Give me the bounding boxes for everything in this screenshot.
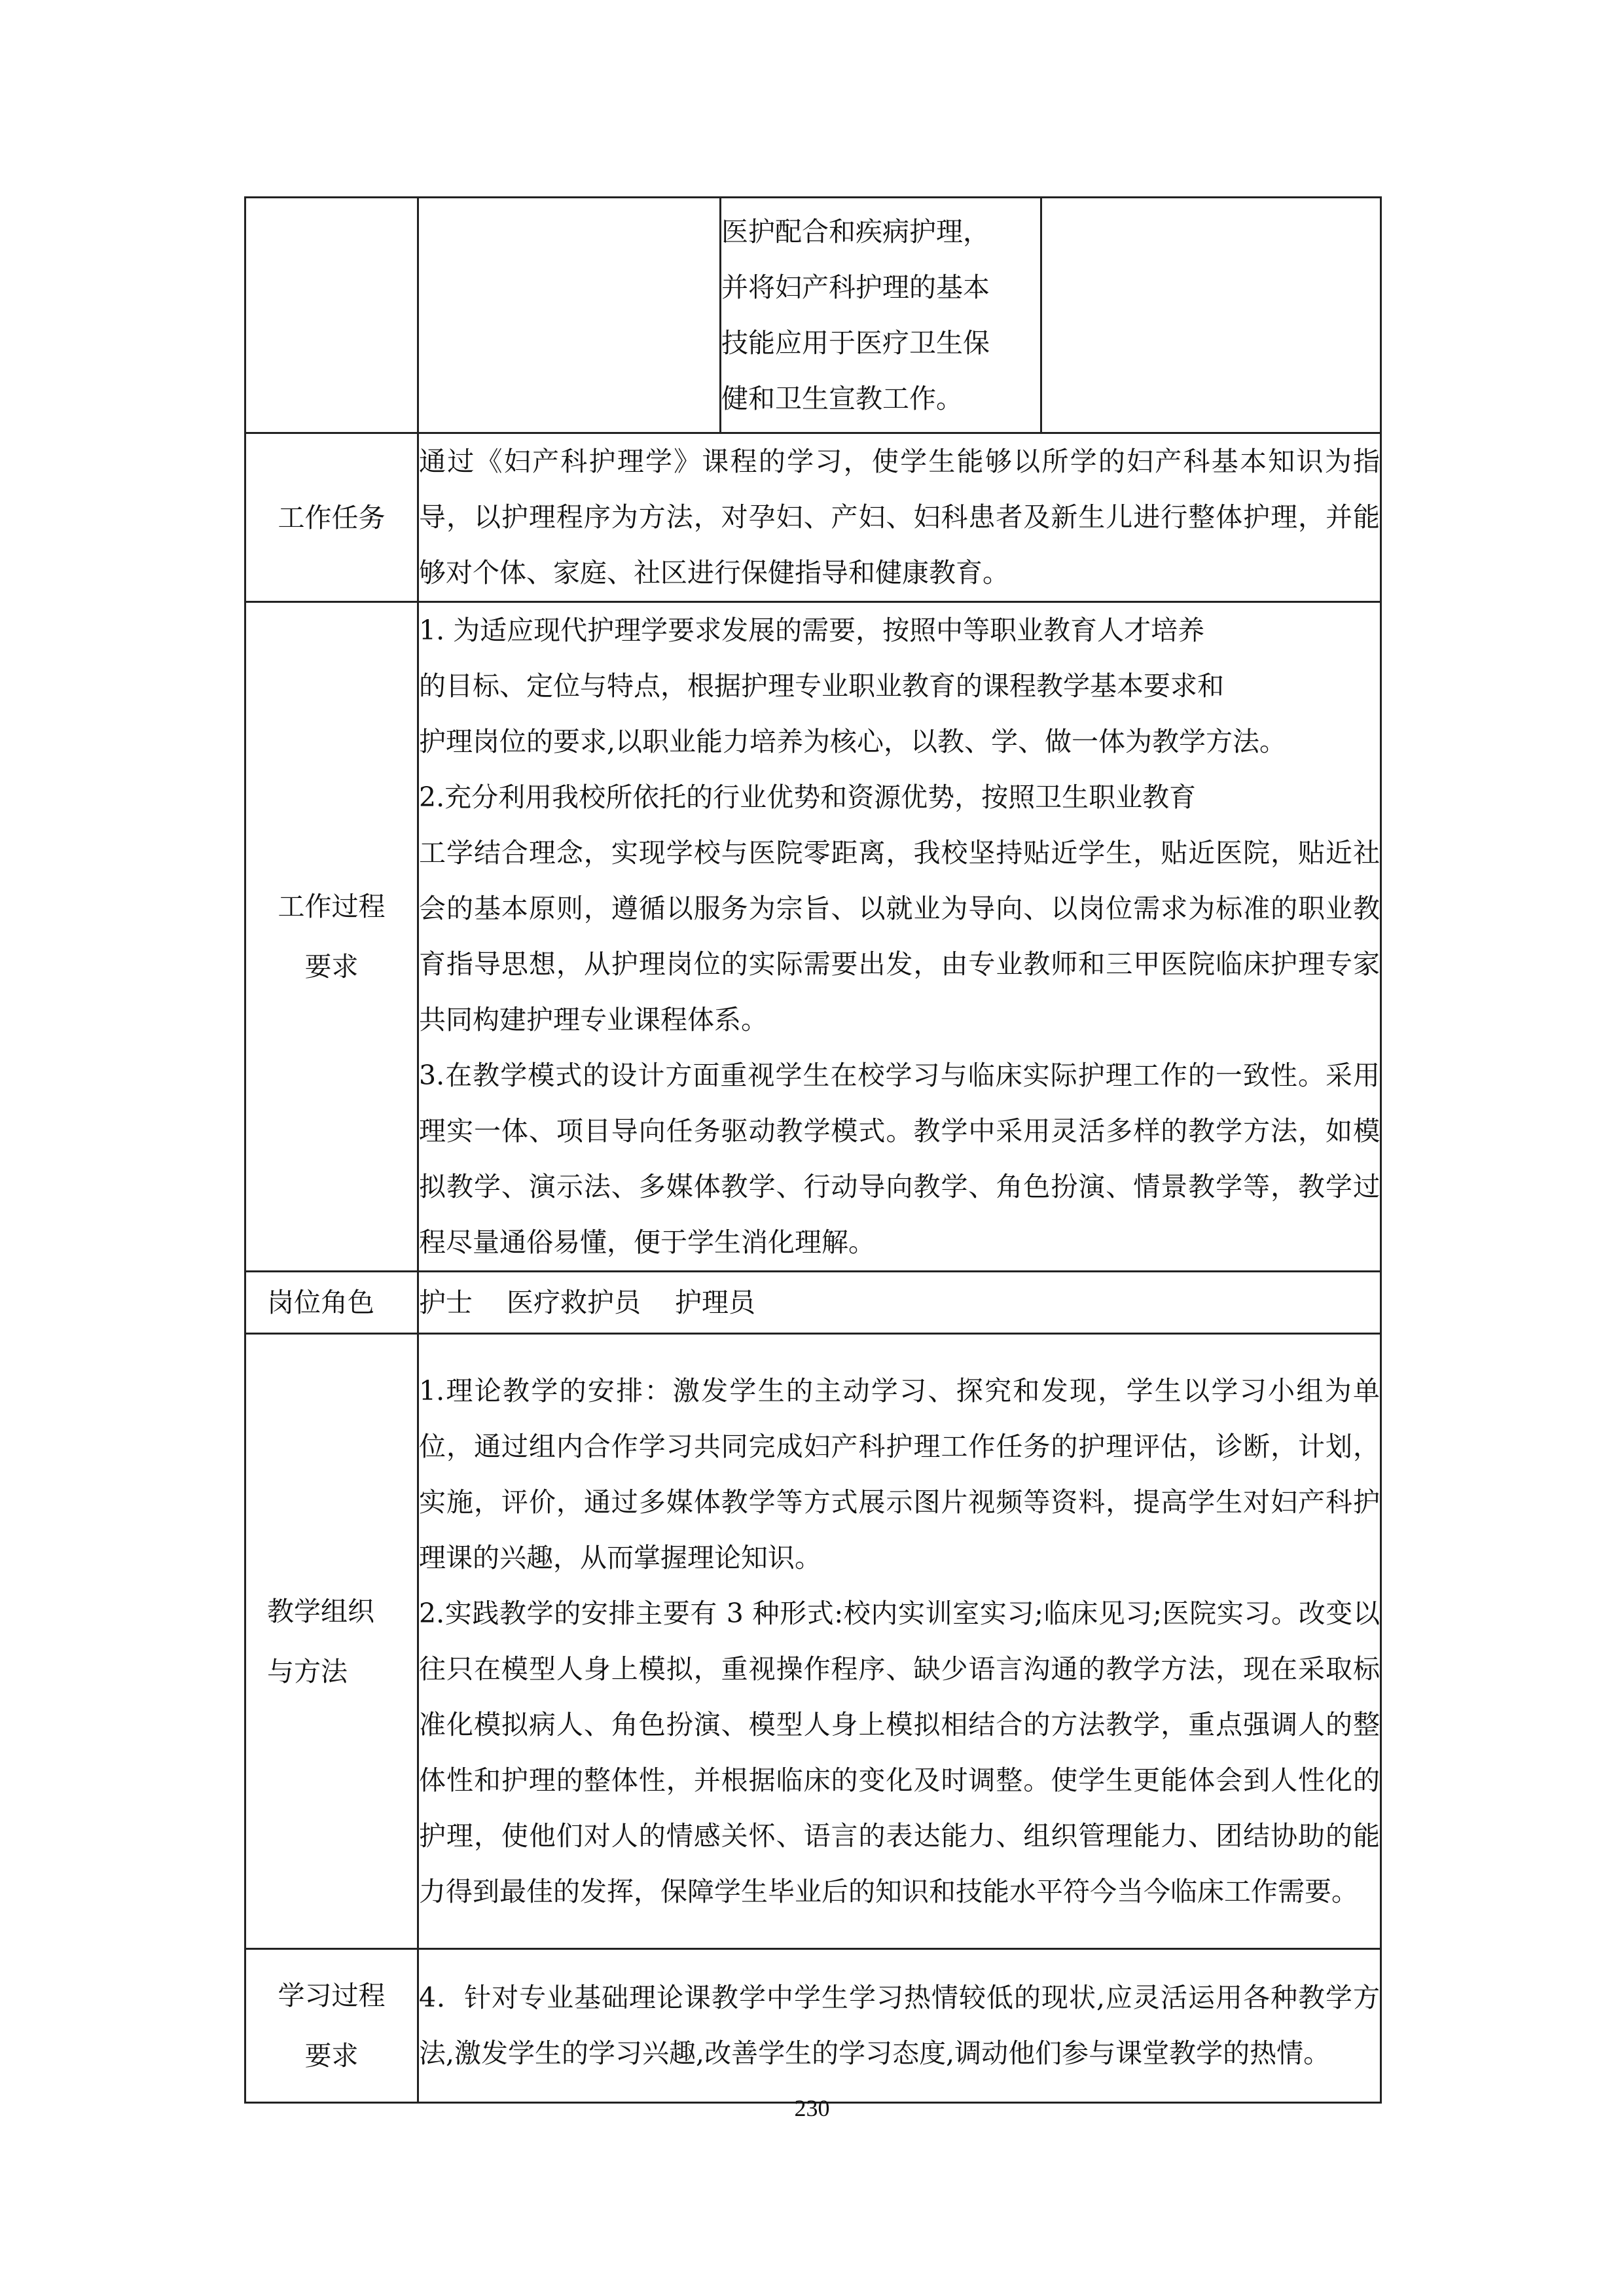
role-item: 护理员 bbox=[675, 1286, 755, 1318]
process-p3: 3.在教学模式的设计方面重视学生在校学习与临床实际护理工作的一致性。采用理实一体、项目导向任务驱动教学模式。教学中采用灵活多样的教学方法，如模拟教学、演示法、多媒体教学、行动导向教学、角色扮演、情景教学等，教学过程尽量通俗易懂，便于学生消化理解。 bbox=[419, 1060, 1380, 1258]
organization-row bbox=[245, 1334, 1381, 1949]
process-label bbox=[245, 602, 418, 1272]
task-row bbox=[245, 433, 1381, 602]
process-p2-line1: 2.充分利用我校所依托的行业优势和资源优势，按照卫生职业教育 bbox=[419, 781, 1197, 813]
empty-cell bbox=[418, 198, 721, 433]
text-line: 健和卫生宣教工作。 bbox=[721, 382, 963, 414]
process-label-line1: 工作过程 bbox=[278, 891, 386, 922]
organization-p2: 2.实践教学的安排主要有 3 种形式:校内实训室实习;临床见习;医院实习。改变以往只在模型人身上模拟，重视操作程序、缺少语言沟通的教学方法，现在采取标准化模拟病人、角色扮演、模型人身上模拟相结合的方法教学，重点强调人的整体性和护理的整体性，并根据临床的变化及时调整。使学生更能体会到人性化的护理，使他们对人的情感关怀、语言的表达能力、组织管理能力、团结协助的能力得到最佳的发挥，保障学生毕业后的知识和技能水平符今当今临床工作需要。 bbox=[419, 1597, 1380, 1907]
curriculum-table bbox=[244, 196, 1382, 2104]
task-content bbox=[418, 433, 1381, 602]
process-p1-line2: 的目标、定位与特点，根据护理专业职业教育的课程教学基本要求和 bbox=[419, 670, 1224, 702]
learning-label-line1: 学习过程 bbox=[278, 1980, 386, 2011]
learning-label bbox=[245, 1949, 418, 2103]
text-line: 医护配合和疾病护理， bbox=[721, 215, 990, 247]
roles-row bbox=[245, 1272, 1381, 1334]
task-label: 工作任务 bbox=[245, 433, 418, 602]
learning-label-line2: 要求 bbox=[304, 2040, 359, 2072]
process-p1-line3: 护理岗位的要求,以职业能力培养为核心，以教、学、做一体为教学方法。 bbox=[419, 726, 1287, 757]
organization-content bbox=[418, 1334, 1381, 1949]
top-continuation-row bbox=[245, 198, 1381, 433]
process-content bbox=[418, 602, 1381, 1272]
text-line: 并将妇产科护理的基本 bbox=[721, 271, 990, 303]
learning-row bbox=[245, 1949, 1381, 2103]
process-row bbox=[245, 602, 1381, 1272]
organization-label-line2: 与方法 bbox=[267, 1655, 348, 1687]
learning-content bbox=[418, 1949, 1381, 2103]
organization-label-line1: 教学组织 bbox=[267, 1595, 374, 1627]
continuation-text-cell bbox=[721, 198, 1041, 433]
task-text: 通过《妇产科护理学》课程的学习，使学生能够以所学的妇产科基本知识为指导，以护理程序为方法，对孕妇、产妇、妇科患者及新生儿进行整体护理，并能够对个体、家庭、社区进行保健指导和健康教育。 bbox=[419, 446, 1380, 588]
roles-label: 岗位角色 bbox=[245, 1272, 418, 1334]
empty-cell bbox=[245, 198, 418, 433]
roles-content bbox=[418, 1272, 1381, 1334]
process-p2-rest: 工学结合理念，实现学校与医院零距离，我校坚持贴近学生，贴近医院，贴近社会的基本原则，遵循以服务为宗旨、以就业为导向、以岗位需求为标准的职业教育指导思想，从护理岗位的实际需要出发，由专业教师和三甲医院临床护理专家共同构建护理专业课程体系。 bbox=[419, 837, 1380, 1035]
text-line: 技能应用于医疗卫生保 bbox=[721, 327, 990, 359]
organization-p1: 1.理论教学的安排：激发学生的主动学习、探究和发现，学生以学习小组为单位，通过组内合作学习共同完成妇产科护理工作任务的护理评估，诊断，计划，实施，评价，通过多媒体教学等方式展示图片视频等资料，提高学生对妇产科护理课的兴趣，从而掌握理论知识。 bbox=[419, 1374, 1380, 1573]
process-label-line2: 要求 bbox=[304, 951, 359, 982]
process-p1-line1: 1. 为适应现代护理学要求发展的需要，按照中等职业教育人才培养 bbox=[419, 615, 1205, 646]
organization-label bbox=[245, 1334, 418, 1949]
role-item: 医疗救护员 bbox=[507, 1286, 641, 1318]
role-item: 护士 bbox=[419, 1286, 473, 1318]
learning-text: 4．针对专业基础理论课教学中学生学习热情较低的现状,应灵活运用各种教学方法,激发学生的学习兴趣,改善学生的学习态度,调动他们参与课堂教学的热情。 bbox=[419, 1982, 1380, 2069]
empty-cell bbox=[1041, 198, 1381, 433]
page-number: 230 bbox=[794, 2095, 830, 2121]
